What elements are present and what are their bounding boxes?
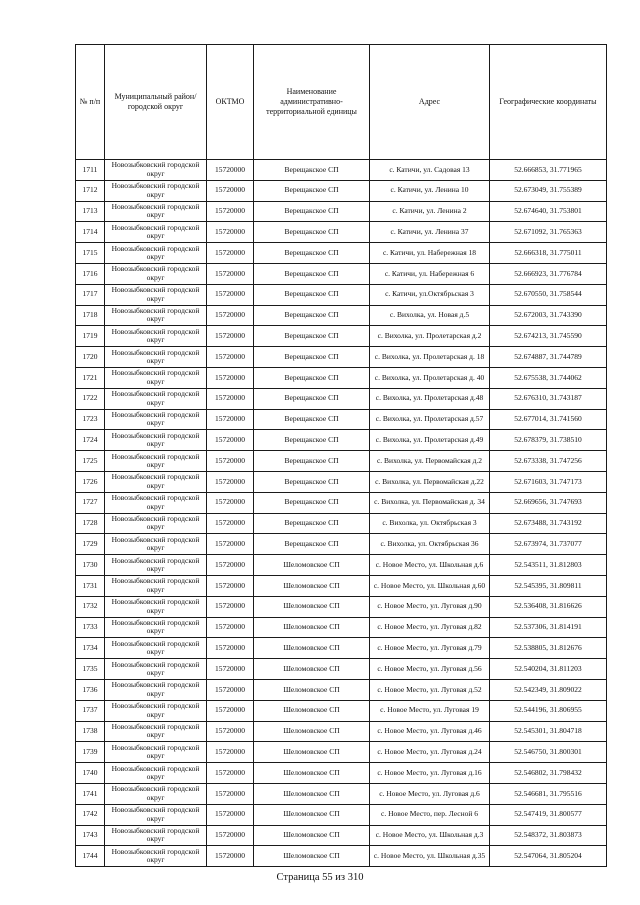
- cell-municipality: Новозыбковский городской округ: [105, 721, 207, 742]
- cell-coords: 52.538805, 31.812676: [490, 638, 607, 659]
- cell-municipality: Новозыбковский городской округ: [105, 700, 207, 721]
- cell-num: 1734: [76, 638, 105, 659]
- cell-coords: 52.673338, 31.747256: [490, 451, 607, 472]
- cell-address: с. Вихолка, ул. Пролетарская д. 18: [370, 347, 490, 368]
- cell-num: 1733: [76, 617, 105, 638]
- cell-coords: 52.537306, 31.814191: [490, 617, 607, 638]
- table-row: [76, 783, 607, 804]
- table-row: [76, 846, 607, 867]
- page-number: Страница 55 из 310: [276, 872, 364, 883]
- cell-oktmo: 15720000: [207, 846, 254, 867]
- cell-address: с. Новое Место, ул. Школьная д.6: [370, 555, 490, 576]
- cell-num: 1732: [76, 596, 105, 617]
- cell-oktmo: 15720000: [207, 492, 254, 513]
- table-row: [76, 659, 607, 680]
- cell-municipality: Новозыбковский городской округ: [105, 575, 207, 596]
- cell-oktmo: 15720000: [207, 763, 254, 784]
- cell-coords: 52.673488, 31.743192: [490, 513, 607, 534]
- cell-unit: Верещакское СП: [254, 222, 370, 243]
- cell-coords: 52.673049, 31.755389: [490, 180, 607, 201]
- cell-oktmo: 15720000: [207, 825, 254, 846]
- cell-coords: 52.672003, 31.743390: [490, 305, 607, 326]
- table-row: [76, 596, 607, 617]
- cell-municipality: Новозыбковский городской округ: [105, 326, 207, 347]
- cell-unit: Верещакское СП: [254, 347, 370, 368]
- cell-oktmo: 15720000: [207, 243, 254, 264]
- table-row: [76, 347, 607, 368]
- table-row: [76, 180, 607, 201]
- cell-municipality: Новозыбковский городской округ: [105, 180, 207, 201]
- cell-address: с. Катичи, ул. Ленина 2: [370, 201, 490, 222]
- cell-unit: Шеломовское СП: [254, 825, 370, 846]
- cell-municipality: Новозыбковский городской округ: [105, 451, 207, 472]
- cell-num: 1722: [76, 388, 105, 409]
- cell-oktmo: 15720000: [207, 201, 254, 222]
- cell-num: 1741: [76, 783, 105, 804]
- cell-municipality: Новозыбковский городской округ: [105, 679, 207, 700]
- cell-address: с. Вихолка, ул. Пролетарская д.57: [370, 409, 490, 430]
- cell-unit: Верещакское СП: [254, 180, 370, 201]
- table-row: [76, 825, 607, 846]
- cell-municipality: Новозыбковский городской округ: [105, 617, 207, 638]
- cell-coords: 52.669656, 31.747693: [490, 492, 607, 513]
- cell-municipality: Новозыбковский городской округ: [105, 243, 207, 264]
- cell-coords: 52.674640, 31.753801: [490, 201, 607, 222]
- cell-oktmo: 15720000: [207, 575, 254, 596]
- cell-coords: 52.546681, 31.795516: [490, 783, 607, 804]
- cell-address: с. Новое Место, ул. Луговая д.52: [370, 679, 490, 700]
- cell-num: 1729: [76, 534, 105, 555]
- cell-unit: Верещакское СП: [254, 388, 370, 409]
- header-unit: Наименование административно-территориальной единицы: [254, 45, 370, 160]
- table-row: [76, 388, 607, 409]
- cell-municipality: Новозыбковский городской округ: [105, 555, 207, 576]
- cell-num: 1724: [76, 430, 105, 451]
- cell-municipality: Новозыбковский городской округ: [105, 160, 207, 181]
- cell-unit: Верещакское СП: [254, 201, 370, 222]
- cell-oktmo: 15720000: [207, 596, 254, 617]
- cell-num: 1736: [76, 679, 105, 700]
- cell-municipality: Новозыбковский городской округ: [105, 201, 207, 222]
- cell-address: с. Вихолка, ул. Новая д.5: [370, 305, 490, 326]
- cell-coords: 52.546802, 31.798432: [490, 763, 607, 784]
- cell-address: с. Вихолка, ул. Пролетарская д.48: [370, 388, 490, 409]
- cell-oktmo: 15720000: [207, 783, 254, 804]
- table-row: [76, 555, 607, 576]
- cell-address: с. Катичи, ул. Набережная 18: [370, 243, 490, 264]
- cell-num: 1744: [76, 846, 105, 867]
- cell-oktmo: 15720000: [207, 534, 254, 555]
- cell-address: с. Новое Место, ул. Луговая д.6: [370, 783, 490, 804]
- cell-municipality: Новозыбковский городской округ: [105, 367, 207, 388]
- cell-num: 1714: [76, 222, 105, 243]
- cell-oktmo: 15720000: [207, 305, 254, 326]
- cell-coords: 52.543511, 31.812803: [490, 555, 607, 576]
- cell-oktmo: 15720000: [207, 721, 254, 742]
- cell-oktmo: 15720000: [207, 513, 254, 534]
- cell-num: 1739: [76, 742, 105, 763]
- cell-coords: 52.545301, 31.804718: [490, 721, 607, 742]
- cell-num: 1719: [76, 326, 105, 347]
- cell-municipality: Новозыбковский городской округ: [105, 596, 207, 617]
- cell-unit: Верещакское СП: [254, 451, 370, 472]
- cell-num: 1740: [76, 763, 105, 784]
- cell-unit: Верещакское СП: [254, 471, 370, 492]
- cell-municipality: Новозыбковский городской округ: [105, 659, 207, 680]
- cell-coords: 52.674887, 31.744789: [490, 347, 607, 368]
- cell-num: 1717: [76, 284, 105, 305]
- cell-unit: Верещакское СП: [254, 409, 370, 430]
- cell-oktmo: 15720000: [207, 160, 254, 181]
- cell-num: 1723: [76, 409, 105, 430]
- cell-oktmo: 15720000: [207, 659, 254, 680]
- cell-num: 1738: [76, 721, 105, 742]
- cell-municipality: Новозыбковский городской округ: [105, 347, 207, 368]
- cell-unit: Шеломовское СП: [254, 721, 370, 742]
- cell-oktmo: 15720000: [207, 617, 254, 638]
- cell-oktmo: 15720000: [207, 347, 254, 368]
- cell-address: с. Вихолка, ул. Пролетарская д.2: [370, 326, 490, 347]
- cell-address: с. Новое Место, ул. Школьная д.35: [370, 846, 490, 867]
- cell-address: с. Вихолка, ул. Пролетарская д. 40: [370, 367, 490, 388]
- cell-oktmo: 15720000: [207, 471, 254, 492]
- cell-coords: 52.671092, 31.765363: [490, 222, 607, 243]
- table-row: [76, 804, 607, 825]
- cell-oktmo: 15720000: [207, 180, 254, 201]
- cell-num: 1720: [76, 347, 105, 368]
- cell-municipality: Новозыбковский городской округ: [105, 825, 207, 846]
- header-address: Адрес: [370, 45, 490, 160]
- table-row: [76, 492, 607, 513]
- cell-num: 1731: [76, 575, 105, 596]
- cell-unit: Верещакское СП: [254, 305, 370, 326]
- cell-unit: Верещакское СП: [254, 243, 370, 264]
- cell-oktmo: 15720000: [207, 263, 254, 284]
- cell-unit: Шеломовское СП: [254, 700, 370, 721]
- cell-address: с. Вихолка, ул. Первомайская д. 34: [370, 492, 490, 513]
- cell-oktmo: 15720000: [207, 367, 254, 388]
- cell-address: с. Вихолка, ул. Первомайская д.2: [370, 451, 490, 472]
- cell-unit: Шеломовское СП: [254, 742, 370, 763]
- cell-address: с. Вихолка, ул. Первомайская д.22: [370, 471, 490, 492]
- cell-unit: Верещакское СП: [254, 326, 370, 347]
- cell-address: с. Катичи, ул. Ленина 37: [370, 222, 490, 243]
- cell-unit: Верещакское СП: [254, 534, 370, 555]
- cell-unit: Шеломовское СП: [254, 555, 370, 576]
- cell-municipality: Новозыбковский городской округ: [105, 846, 207, 867]
- cell-coords: 52.544196, 31.806955: [490, 700, 607, 721]
- cell-coords: 52.674213, 31.745590: [490, 326, 607, 347]
- cell-oktmo: 15720000: [207, 326, 254, 347]
- cell-unit: Шеломовское СП: [254, 575, 370, 596]
- table-row: [76, 742, 607, 763]
- cell-num: 1725: [76, 451, 105, 472]
- cell-num: 1742: [76, 804, 105, 825]
- cell-coords: 52.666923, 31.776784: [490, 263, 607, 284]
- cell-unit: Шеломовское СП: [254, 596, 370, 617]
- table-row: [76, 326, 607, 347]
- cell-oktmo: 15720000: [207, 430, 254, 451]
- table-row: [76, 617, 607, 638]
- table-row: [76, 430, 607, 451]
- cell-oktmo: 15720000: [207, 679, 254, 700]
- cell-address: с. Катичи, ул. Ленина 10: [370, 180, 490, 201]
- cell-address: с. Новое Место, ул. Луговая д.90: [370, 596, 490, 617]
- cell-coords: 52.542349, 31.809022: [490, 679, 607, 700]
- cell-coords: 52.675538, 31.744062: [490, 367, 607, 388]
- cell-address: с. Новое Место, ул. Луговая д.24: [370, 742, 490, 763]
- cell-municipality: Новозыбковский городской округ: [105, 471, 207, 492]
- cell-address: с. Новое Место, ул. Школьная д.60: [370, 575, 490, 596]
- registry-table: [75, 44, 607, 867]
- cell-unit: Шеломовское СП: [254, 638, 370, 659]
- table-row: [76, 284, 607, 305]
- table-row: [76, 575, 607, 596]
- cell-municipality: Новозыбковский городской округ: [105, 783, 207, 804]
- cell-address: с. Новое Место, ул. Луговая 19: [370, 700, 490, 721]
- cell-municipality: Новозыбковский городской округ: [105, 742, 207, 763]
- cell-num: 1711: [76, 160, 105, 181]
- cell-municipality: Новозыбковский городской округ: [105, 492, 207, 513]
- cell-municipality: Новозыбковский городской округ: [105, 305, 207, 326]
- table-row: [76, 305, 607, 326]
- cell-unit: Верещакское СП: [254, 284, 370, 305]
- cell-unit: Шеломовское СП: [254, 804, 370, 825]
- cell-num: 1713: [76, 201, 105, 222]
- table-row: [76, 451, 607, 472]
- table-row: [76, 263, 607, 284]
- cell-coords: 52.670550, 31.758544: [490, 284, 607, 305]
- cell-address: с. Новое Место, ул. Школьная д.3: [370, 825, 490, 846]
- table-row: [76, 513, 607, 534]
- cell-unit: Верещакское СП: [254, 367, 370, 388]
- cell-unit: Верещакское СП: [254, 513, 370, 534]
- table-row: [76, 471, 607, 492]
- cell-oktmo: 15720000: [207, 700, 254, 721]
- cell-address: с. Катичи, ул.Октябрьская 3: [370, 284, 490, 305]
- cell-municipality: Новозыбковский городской округ: [105, 222, 207, 243]
- cell-oktmo: 15720000: [207, 284, 254, 305]
- cell-address: с. Новое Место, пер. Лесной 6: [370, 804, 490, 825]
- cell-oktmo: 15720000: [207, 388, 254, 409]
- cell-municipality: Новозыбковский городской округ: [105, 388, 207, 409]
- table-row: [76, 534, 607, 555]
- cell-num: 1730: [76, 555, 105, 576]
- cell-num: 1727: [76, 492, 105, 513]
- cell-coords: 52.676310, 31.743187: [490, 388, 607, 409]
- cell-municipality: Новозыбковский городской округ: [105, 534, 207, 555]
- header-coords: Географические координаты: [490, 45, 607, 160]
- cell-municipality: Новозыбковский городской округ: [105, 409, 207, 430]
- cell-num: 1726: [76, 471, 105, 492]
- table-row: [76, 700, 607, 721]
- cell-oktmo: 15720000: [207, 222, 254, 243]
- cell-coords: 52.677014, 31.741560: [490, 409, 607, 430]
- cell-unit: Верещакское СП: [254, 430, 370, 451]
- cell-coords: 52.546750, 31.800301: [490, 742, 607, 763]
- cell-coords: 52.666853, 31.771965: [490, 160, 607, 181]
- cell-coords: 52.545395, 31.809811: [490, 575, 607, 596]
- table-row: [76, 243, 607, 264]
- table-row: [76, 721, 607, 742]
- cell-oktmo: 15720000: [207, 409, 254, 430]
- cell-unit: Шеломовское СП: [254, 783, 370, 804]
- cell-num: 1737: [76, 700, 105, 721]
- table-row: [76, 201, 607, 222]
- cell-oktmo: 15720000: [207, 804, 254, 825]
- cell-address: с. Вихолка, ул. Октябрьская 3: [370, 513, 490, 534]
- header-oktmo: ОКТМО: [207, 45, 254, 160]
- table-row: [76, 763, 607, 784]
- cell-coords: 52.666318, 31.775011: [490, 243, 607, 264]
- cell-coords: 52.671603, 31.747173: [490, 471, 607, 492]
- cell-num: 1712: [76, 180, 105, 201]
- cell-num: 1735: [76, 659, 105, 680]
- cell-coords: 52.678379, 31.738510: [490, 430, 607, 451]
- cell-unit: Шеломовское СП: [254, 659, 370, 680]
- cell-unit: Верещакское СП: [254, 492, 370, 513]
- cell-oktmo: 15720000: [207, 451, 254, 472]
- cell-municipality: Новозыбковский городской округ: [105, 430, 207, 451]
- cell-coords: 52.536408, 31.816626: [490, 596, 607, 617]
- header-num: № п/п: [76, 45, 105, 160]
- cell-address: с. Новое Место, ул. Луговая д.56: [370, 659, 490, 680]
- cell-unit: Шеломовское СП: [254, 679, 370, 700]
- table-row: [76, 160, 607, 181]
- cell-address: с. Вихолка, ул. Пролетарская д.49: [370, 430, 490, 451]
- table-row: [76, 367, 607, 388]
- cell-num: 1715: [76, 243, 105, 264]
- cell-address: с. Катичи, ул. Набережная 6: [370, 263, 490, 284]
- cell-oktmo: 15720000: [207, 555, 254, 576]
- cell-num: 1718: [76, 305, 105, 326]
- cell-num: 1721: [76, 367, 105, 388]
- cell-municipality: Новозыбковский городской округ: [105, 804, 207, 825]
- cell-oktmo: 15720000: [207, 742, 254, 763]
- cell-num: 1743: [76, 825, 105, 846]
- cell-municipality: Новозыбковский городской округ: [105, 513, 207, 534]
- cell-municipality: Новозыбковский городской округ: [105, 284, 207, 305]
- cell-address: с. Вихолка, ул. Октябрьская 36: [370, 534, 490, 555]
- header-municipality: Муниципальный район/городской округ: [105, 45, 207, 160]
- cell-coords: 52.540204, 31.811203: [490, 659, 607, 680]
- table-header-row: [76, 45, 607, 160]
- cell-coords: 52.547419, 31.800577: [490, 804, 607, 825]
- table-row: [76, 679, 607, 700]
- cell-coords: 52.673974, 31.737077: [490, 534, 607, 555]
- cell-unit: Верещакское СП: [254, 263, 370, 284]
- cell-municipality: Новозыбковский городской округ: [105, 263, 207, 284]
- cell-num: 1716: [76, 263, 105, 284]
- cell-unit: Шеломовское СП: [254, 846, 370, 867]
- table-body: [76, 160, 607, 867]
- cell-unit: Верещакское СП: [254, 160, 370, 181]
- cell-coords: 52.548372, 31.803873: [490, 825, 607, 846]
- table-row: [76, 222, 607, 243]
- table-row: [76, 409, 607, 430]
- cell-address: с. Новое Место, ул. Луговая д.79: [370, 638, 490, 659]
- cell-address: с. Новое Место, ул. Луговая д.82: [370, 617, 490, 638]
- cell-coords: 52.547064, 31.805204: [490, 846, 607, 867]
- cell-unit: Шеломовское СП: [254, 617, 370, 638]
- cell-municipality: Новозыбковский городской округ: [105, 638, 207, 659]
- cell-unit: Шеломовское СП: [254, 763, 370, 784]
- cell-address: с. Катичи, ул. Садовая 13: [370, 160, 490, 181]
- table-row: [76, 638, 607, 659]
- cell-oktmo: 15720000: [207, 638, 254, 659]
- cell-address: с. Новое Место, ул. Луговая д.16: [370, 763, 490, 784]
- cell-municipality: Новозыбковский городской округ: [105, 763, 207, 784]
- cell-num: 1728: [76, 513, 105, 534]
- cell-address: с. Новое Место, ул. Луговая д.46: [370, 721, 490, 742]
